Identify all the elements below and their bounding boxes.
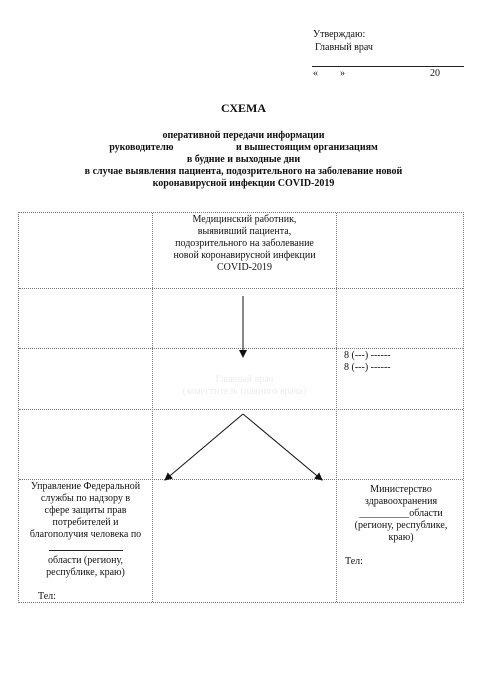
phone-number: 8 (---) ------ [344,350,391,361]
box-line: краю) [388,532,414,543]
box-line: подозрительного на заболевание [175,238,314,249]
box-line: Главный врач [215,374,274,385]
subtitle-line: оперативной передачи информации [162,130,325,141]
year-prefix: 20 [430,68,440,79]
subtitle-line: в будние и выходные дни [186,154,301,165]
approval-position: Главный врач [315,42,373,53]
phone-number: 8 (---) ------ [344,362,391,373]
box-line: потребителей и [52,517,119,528]
box-line: республике, краю) [46,567,125,578]
left-arrow [165,414,243,480]
box-line: Министерство [370,484,432,495]
box-line: выявивший пациента, [197,226,292,237]
box-line: Управление Федеральной [30,481,141,492]
box-line: новой коронавирусной инфекции [173,250,316,261]
box-line: области (региону, [48,555,123,566]
rospotrebnadzor-phone: Тел: [38,591,56,602]
ministry-phone: Тел: [345,556,363,567]
subtitle-line: в случае выявления пациента, подозрительного на заболевание новой [84,166,403,177]
document-title: СХЕМА [220,101,267,115]
quote-open: « [313,68,318,79]
subtitle-line: коронавирусной инфекции COVID-2019 [152,178,335,189]
box-line: сфере защиты прав [44,505,127,516]
box-line: здравоохранения [364,496,438,507]
quote-close: » [340,68,345,79]
approval-label: Утверждаю: [313,29,366,40]
subtitle-line: руководителю и вышестоящим организациям [109,142,378,153]
box-line: __________области [359,508,443,519]
right-arrow [243,414,322,480]
box-line: (заместитель главного врача) [182,386,307,397]
box-line: благополучия человека по [29,529,142,540]
box-line: Медицинский работник, [192,214,297,225]
box-line: COVID-2019 [217,262,272,273]
box-line: службы по надзору в [40,493,131,504]
box-line: (региону, республике, [354,520,448,531]
